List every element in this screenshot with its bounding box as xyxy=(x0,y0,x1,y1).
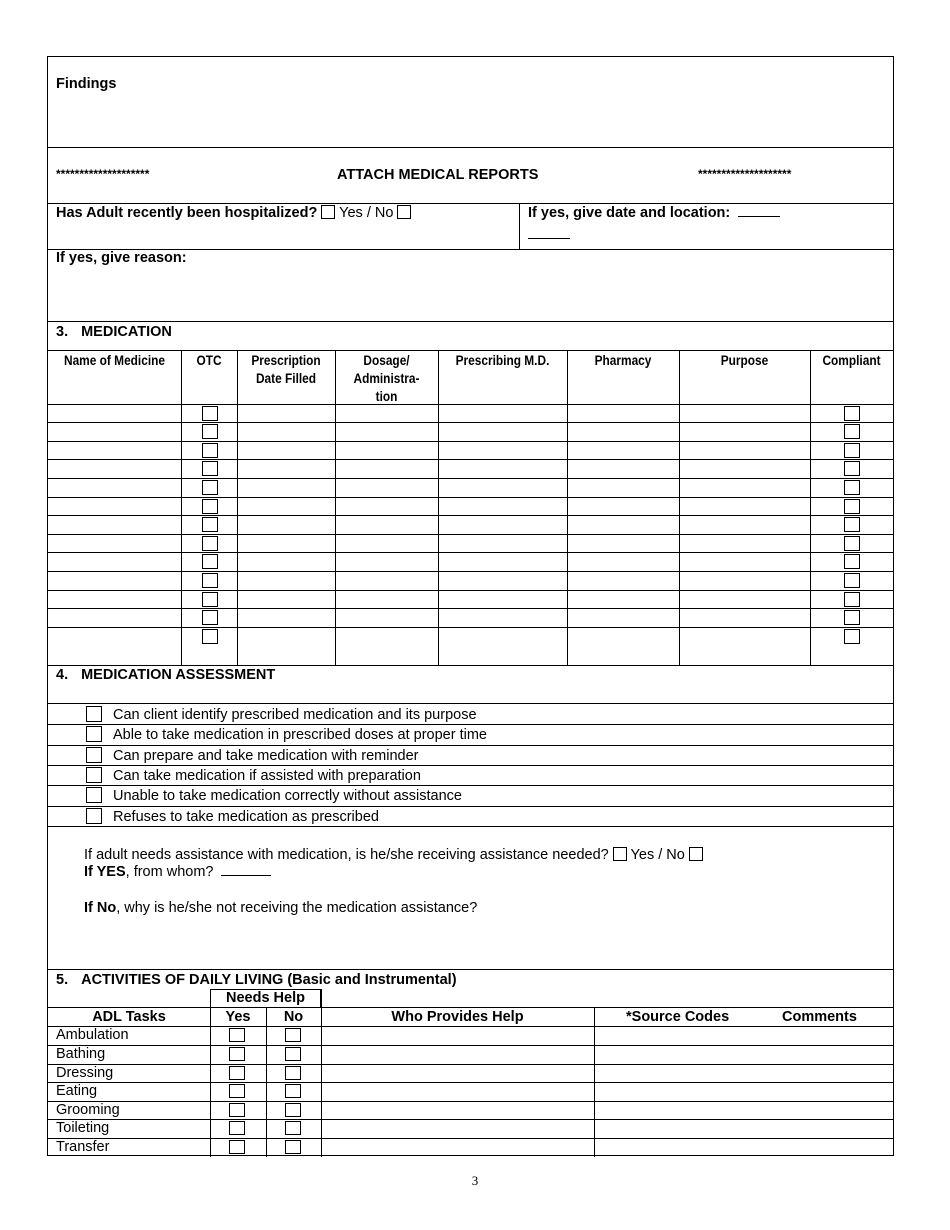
medication-row xyxy=(48,534,893,552)
adl-task-label: Dressing xyxy=(56,1065,114,1081)
assessment-item-label: Able to take medication in prescribed doses at proper time xyxy=(113,727,487,743)
assessment-row-line xyxy=(48,724,893,725)
col-name-of-medicine: Name of Medicine xyxy=(63,353,166,368)
assessment-row-line xyxy=(48,806,893,807)
adl-yes-checkbox[interactable] xyxy=(229,1028,245,1042)
otc-checkbox[interactable] xyxy=(202,424,218,439)
col-prescription-date: Prescription Date Filled xyxy=(251,353,321,386)
compliant-checkbox[interactable] xyxy=(844,629,860,644)
otc-checkbox[interactable] xyxy=(202,610,218,625)
adl-yes-checkbox[interactable] xyxy=(229,1121,245,1135)
medication-row xyxy=(48,441,893,459)
assessment-item-label: Can take medication if assisted with preparation xyxy=(113,768,421,784)
adl-col-tasks: ADL Tasks xyxy=(92,1009,166,1025)
assessment-item-label: Can prepare and take medication with reminder xyxy=(113,748,419,764)
compliant-checkbox[interactable] xyxy=(844,480,860,495)
adl-task-label: Transfer xyxy=(56,1139,110,1155)
hospital-location-blank[interactable] xyxy=(528,238,570,239)
medication-row xyxy=(48,478,893,496)
assessment-item xyxy=(48,807,893,827)
compliant-checkbox[interactable] xyxy=(844,517,860,532)
adl-row xyxy=(48,1026,893,1044)
assessment-checkbox[interactable] xyxy=(86,787,102,803)
adl-task-label: Grooming xyxy=(56,1102,120,1118)
adl-col-source: *Source Codes xyxy=(626,1009,730,1025)
otc-checkbox[interactable] xyxy=(202,499,218,514)
adl-row xyxy=(48,1082,893,1100)
adl-col-no: No xyxy=(283,1009,304,1025)
assist-yes-checkbox[interactable] xyxy=(613,847,627,861)
adl-yes-checkbox[interactable] xyxy=(229,1047,245,1061)
adl-no-checkbox[interactable] xyxy=(285,1140,301,1154)
adl-task-label: Bathing xyxy=(56,1046,106,1062)
assessment-item-label: Refuses to take medication as prescribed xyxy=(113,809,379,825)
otc-checkbox[interactable] xyxy=(202,536,218,551)
findings-label: Findings xyxy=(56,76,117,92)
otc-checkbox[interactable] xyxy=(202,554,218,569)
adl-task-label: Toileting xyxy=(56,1120,110,1136)
adl-row xyxy=(48,1064,893,1082)
medication-row xyxy=(48,497,893,515)
compliant-checkbox[interactable] xyxy=(844,592,860,607)
medication-row xyxy=(48,608,893,626)
assist-no-checkbox[interactable] xyxy=(689,847,703,861)
attach-title: ATTACH MEDICAL REPORTS xyxy=(337,167,539,183)
otc-checkbox[interactable] xyxy=(202,573,218,588)
adl-row xyxy=(48,1101,893,1119)
assessment-item-label: Unable to take medication correctly without assistance xyxy=(113,788,462,804)
hospital-question: Has Adult recently been hospitalized? xyxy=(56,205,318,221)
assessment-checkbox[interactable] xyxy=(86,726,102,742)
adl-no-checkbox[interactable] xyxy=(285,1066,301,1080)
adl-no-checkbox[interactable] xyxy=(285,1103,301,1117)
adl-row xyxy=(48,1119,893,1137)
medication-row xyxy=(48,627,893,645)
assessment-item xyxy=(48,766,893,786)
assessment-row-line xyxy=(48,765,893,766)
adl-no-checkbox[interactable] xyxy=(285,1121,301,1135)
adl-row xyxy=(48,1045,893,1063)
hospital-date-text: If yes, give date and location: xyxy=(528,205,731,221)
assist-question: If adult needs assistance with medication, is he/she receiving assistance needed? xyxy=(84,847,609,863)
adl-no-checkbox[interactable] xyxy=(285,1028,301,1042)
medication-heading: 3. MEDICATION xyxy=(56,324,172,340)
assessment-heading: 4. MEDICATION ASSESSMENT xyxy=(56,667,276,683)
compliant-checkbox[interactable] xyxy=(844,554,860,569)
hospital-yes-checkbox[interactable] xyxy=(321,205,335,219)
hospital-date-label xyxy=(528,204,780,222)
assessment-row-line xyxy=(48,785,893,786)
hospital-question-row xyxy=(56,204,411,222)
compliant-checkbox[interactable] xyxy=(844,443,860,458)
assessment-item-label: Can client identify prescribed medication and its purpose xyxy=(113,707,477,723)
assessment-checkbox[interactable] xyxy=(86,767,102,783)
adl-task-label: Ambulation xyxy=(56,1027,129,1043)
assessment-item xyxy=(48,725,893,745)
compliant-checkbox[interactable] xyxy=(844,461,860,476)
assessment-item xyxy=(48,705,893,725)
col-compliant: Compliant xyxy=(822,353,881,368)
adl-col-comments: Comments xyxy=(782,1009,857,1025)
adl-yes-checkbox[interactable] xyxy=(229,1084,245,1098)
stars-left: ******************** xyxy=(56,167,150,181)
adl-yes-checkbox[interactable] xyxy=(229,1140,245,1154)
col-otc: OTC xyxy=(196,353,222,368)
adl-yes-checkbox[interactable] xyxy=(229,1103,245,1117)
compliant-checkbox[interactable] xyxy=(844,424,860,439)
col-prescribing-md: Prescribing M.D. xyxy=(455,353,550,368)
assessment-form xyxy=(47,56,894,1156)
assist-yes-no-label: Yes / No xyxy=(630,847,685,863)
adl-col-who: Who Provides Help xyxy=(391,1009,524,1025)
adl-row xyxy=(48,1138,893,1156)
medication-row xyxy=(48,552,893,570)
from-whom-blank[interactable] xyxy=(221,874,271,876)
otc-checkbox[interactable] xyxy=(202,629,218,644)
medication-row xyxy=(48,571,893,589)
adl-no-checkbox[interactable] xyxy=(285,1084,301,1098)
medication-row xyxy=(48,459,893,477)
otc-checkbox[interactable] xyxy=(202,592,218,607)
adl-task-label: Eating xyxy=(56,1083,98,1099)
otc-checkbox[interactable] xyxy=(202,406,218,421)
assessment-checkbox[interactable] xyxy=(86,706,102,722)
col-pharmacy: Pharmacy xyxy=(594,353,652,368)
medication-row xyxy=(48,404,893,422)
otc-checkbox[interactable] xyxy=(202,517,218,532)
adl-yes-checkbox[interactable] xyxy=(229,1066,245,1080)
col-purpose: Purpose xyxy=(720,353,769,368)
stars-right: ******************** xyxy=(698,167,792,181)
compliant-checkbox[interactable] xyxy=(844,610,860,625)
otc-checkbox[interactable] xyxy=(202,480,218,495)
assessment-item xyxy=(48,786,893,806)
hospital-reason-label: If yes, give reason: xyxy=(56,250,187,266)
col-dosage: Dosage/ Administra- tion xyxy=(353,353,420,404)
adl-no-checkbox[interactable] xyxy=(285,1047,301,1061)
compliant-checkbox[interactable] xyxy=(844,573,860,588)
hospital-yes-no-label: Yes / No xyxy=(339,205,394,221)
otc-checkbox[interactable] xyxy=(202,461,218,476)
assessment-row-line xyxy=(48,745,893,746)
page-number: 3 xyxy=(471,1173,479,1188)
otc-checkbox[interactable] xyxy=(202,443,218,458)
compliant-checkbox[interactable] xyxy=(844,406,860,421)
medication-row xyxy=(48,422,893,440)
if-yes-row: If YES, from whom? xyxy=(84,863,271,881)
assessment-item xyxy=(48,746,893,766)
adl-col-yes: Yes xyxy=(225,1009,251,1025)
needs-help-label: Needs Help xyxy=(226,990,305,1006)
assessment-checkbox[interactable] xyxy=(86,747,102,763)
compliant-checkbox[interactable] xyxy=(844,536,860,551)
hospital-date-blank[interactable] xyxy=(738,215,780,217)
hospital-no-checkbox[interactable] xyxy=(397,205,411,219)
medication-row xyxy=(48,590,893,608)
if-no-row: If No, why is he/she not receiving the medication assistance? xyxy=(84,900,478,916)
adl-heading: 5. ACTIVITIES OF DAILY LIVING (Basic and Instrumental) xyxy=(56,972,457,988)
medication-row xyxy=(48,515,893,533)
assist-question-row xyxy=(84,846,703,864)
assessment-checkbox[interactable] xyxy=(86,808,102,824)
compliant-checkbox[interactable] xyxy=(844,499,860,514)
